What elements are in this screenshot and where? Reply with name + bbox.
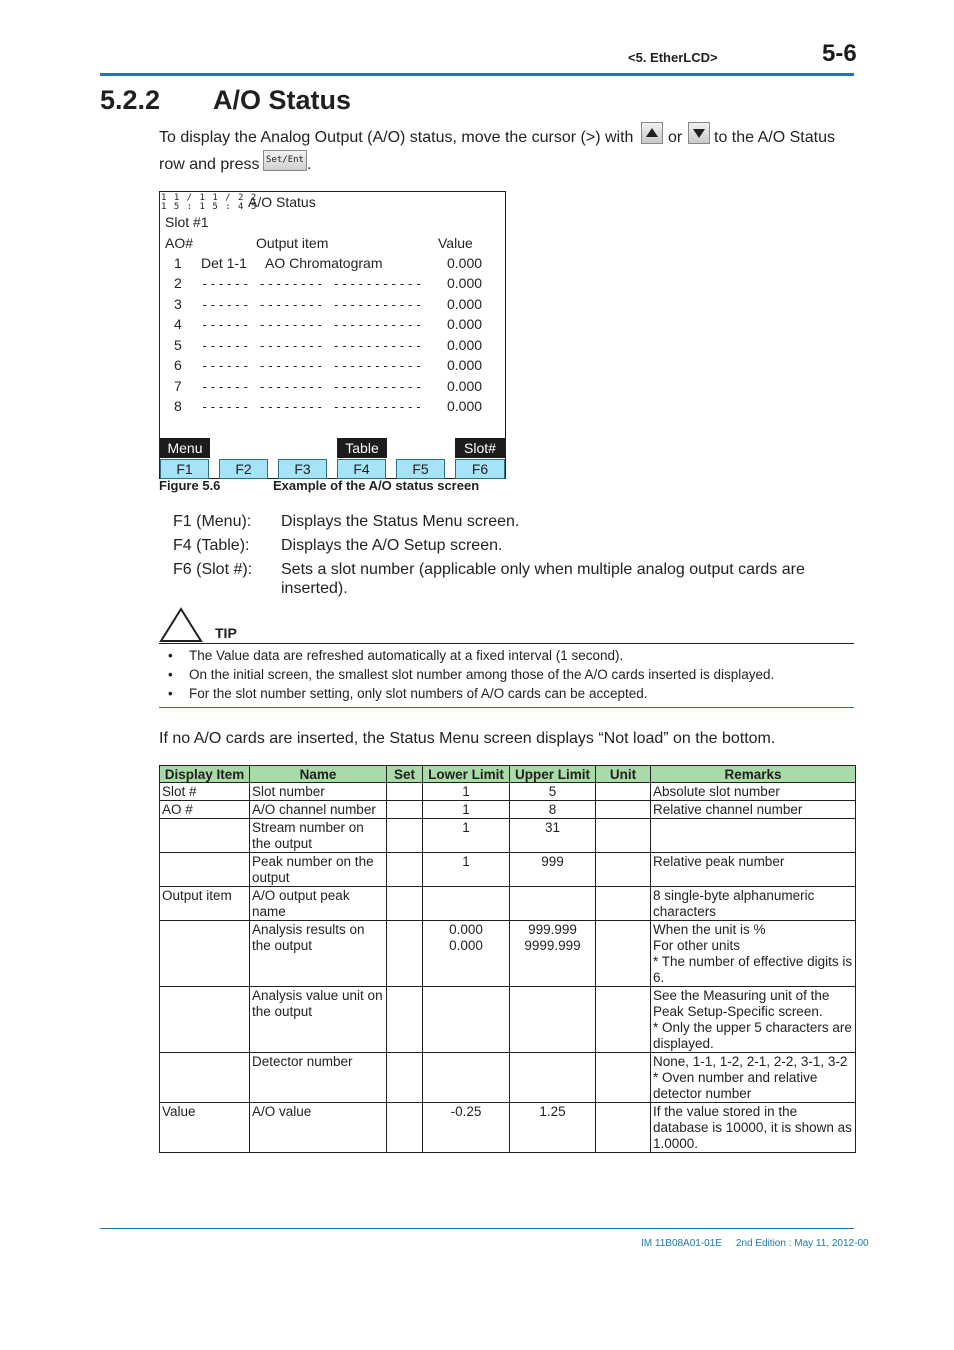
intro-or: or <box>668 129 683 146</box>
screen-row-value: 0.000 <box>447 316 483 332</box>
screen-row-value: 0.000 <box>447 337 483 353</box>
fkey-desc-key: F1 (Menu): <box>173 513 252 530</box>
table-cell <box>387 1103 423 1153</box>
screen-row-no: 1 <box>174 255 182 271</box>
footer-doc-number <box>641 1238 869 1249</box>
table-cell <box>651 819 856 853</box>
tip-bottom-rule <box>159 707 854 708</box>
figure-caption: Example of the A/O status screen <box>273 478 480 493</box>
table-cell: -0.25 <box>423 1103 510 1153</box>
table-cell: Relative channel number <box>651 801 856 819</box>
table-cell: 999 <box>510 853 596 887</box>
table-cell <box>596 853 651 887</box>
tip-top-rule <box>159 643 854 644</box>
screen-row-no: 6 <box>174 357 182 373</box>
table-cell: Stream number on the output <box>250 819 387 853</box>
table-row <box>160 887 856 921</box>
table-cell: 8 <box>510 801 596 819</box>
screen-row-value: 0.000 <box>447 398 483 414</box>
page-number: 5-6 <box>822 40 857 67</box>
lcd-screen <box>159 191 506 479</box>
fkey-desc-text: Displays the Status Menu screen. <box>281 513 520 530</box>
table-cell: Slot number <box>250 783 387 801</box>
table-cell: Value <box>160 1103 250 1153</box>
table-cell <box>160 921 250 987</box>
intro-line-1b: to the A/O Status <box>714 129 835 146</box>
fkey-f5[interactable]: F5 <box>396 459 445 479</box>
table-cell: 1 <box>423 819 510 853</box>
screen-row-value: 0.000 <box>447 275 483 291</box>
screen-time: 1 5 : 1 5 : 4 5 <box>161 202 258 212</box>
table-cell: None, 1-1, 1-2, 2-1, 2-2, 3-1, 3-2 * Oven number and relative detector number <box>651 1053 856 1103</box>
tip-item-text: The Value data are refreshed automatically at a fixed interval (1 second). <box>189 648 624 663</box>
table-cell: Detector number <box>250 1053 387 1103</box>
body-paragraph: If no A/O cards are inserted, the Status Menu screen displays “Not load” on the bottom. <box>159 730 776 747</box>
table-row <box>160 987 856 1053</box>
figure-number: Figure 5.6 <box>159 478 221 493</box>
screen-title: A/O Status <box>248 194 316 210</box>
screen-row-no: 8 <box>174 398 182 414</box>
table-cell <box>596 987 651 1053</box>
fkey-f6[interactable]: F6 <box>455 459 505 479</box>
footer-rule <box>100 1228 854 1229</box>
table-cell: A/O value <box>250 1103 387 1153</box>
table-header-row <box>160 766 856 783</box>
table-cell: 1 <box>423 783 510 801</box>
table-cell <box>596 783 651 801</box>
fkey-desc-key: F4 (Table): <box>173 537 250 554</box>
table-cell: See the Measuring unit of the Peak Setup-Specific screen. * Only the upper 5 characters are displayed. <box>651 987 856 1053</box>
table-cell: 8 single-byte alphanumeric characters <box>651 887 856 921</box>
section-title: A/O Status <box>213 85 352 115</box>
table-cell <box>423 1053 510 1103</box>
table-row <box>160 1053 856 1103</box>
table-cell <box>387 921 423 987</box>
table-row <box>160 1103 856 1153</box>
table-cell: 999.999 9999.999 <box>510 921 596 987</box>
table-cell <box>596 1053 651 1103</box>
table-cell <box>387 783 423 801</box>
screen-row-dashes: ------ -------- ----------- <box>201 380 424 394</box>
table-row <box>160 853 856 887</box>
table-cell: 1 <box>423 801 510 819</box>
chapter-label: <5. EtherLCD> <box>628 50 718 65</box>
edition: 2nd Edition : May 11, 2012-00 <box>735 1238 869 1249</box>
softkey-menu[interactable]: Menu <box>160 438 210 458</box>
screen-row-value: 0.000 <box>447 255 483 271</box>
table-cell <box>596 921 651 987</box>
screen-row-no: 2 <box>174 275 182 291</box>
table-cell <box>160 853 250 887</box>
screen-row-dashes: ------ -------- ----------- <box>201 400 424 414</box>
table-cell: 1.25 <box>510 1103 596 1153</box>
table-cell: 5 <box>510 783 596 801</box>
header-upper-limit: Upper Limit <box>510 766 596 783</box>
table-cell: Analysis value unit on the output <box>250 987 387 1053</box>
tip-item: • The Value data are refreshed automatically at a fixed interval (1 second). <box>168 648 624 663</box>
tip-item-text: On the initial screen, the smallest slot number among those of the A/O cards inserted is displayed. <box>189 667 775 682</box>
fkey-f1[interactable]: F1 <box>160 459 209 479</box>
tip-label: TIP <box>215 625 237 641</box>
fkey-f4[interactable]: F4 <box>337 459 386 479</box>
table-cell: 1 <box>423 853 510 887</box>
table-cell: If the value stored in the database is 10000, it is shown as 1.0000. <box>651 1103 856 1153</box>
screen-date: 1 1 / 1 1 / 2 2 <box>161 193 258 203</box>
fkey-desc-text-cont: inserted). <box>281 580 348 597</box>
table-cell <box>387 1053 423 1103</box>
table-row <box>160 783 856 801</box>
fkey-f3[interactable]: F3 <box>278 459 327 479</box>
table-row <box>160 819 856 853</box>
softkey-slot[interactable]: Slot# <box>455 438 505 458</box>
col-header-ao: AO# <box>165 235 194 251</box>
screen-row-value: 0.000 <box>447 378 483 394</box>
softkey-table[interactable]: Table <box>337 438 387 458</box>
intro-period: . <box>307 156 312 173</box>
table-cell <box>596 1103 651 1153</box>
table-cell: Peak number on the output <box>250 853 387 887</box>
fkey-desc-text: Sets a slot number (applicable only when multiple analog output cards are <box>281 561 805 578</box>
screen-row-dashes: ------ -------- ----------- <box>201 298 424 312</box>
intro-line-1a: To display the Analog Output (A/O) status, move the cursor (>) with <box>159 129 634 146</box>
down-arrow-key-icon <box>688 122 710 144</box>
header-rule <box>100 73 854 76</box>
fkey-desc-text: Displays the A/O Setup screen. <box>281 537 503 554</box>
fkey-f2[interactable]: F2 <box>219 459 268 479</box>
table-cell: Relative peak number <box>651 853 856 887</box>
header-unit: Unit <box>596 766 651 783</box>
table-cell: 31 <box>510 819 596 853</box>
table-cell: 0.000 0.000 <box>423 921 510 987</box>
tip-item: • On the initial screen, the smallest slot number among those of the A/O cards inserted is displayed. <box>168 667 775 682</box>
screen-row-dashes: ------ -------- ----------- <box>201 339 424 353</box>
table-cell <box>510 887 596 921</box>
table-cell <box>387 819 423 853</box>
section-number: 5.2.2 <box>100 85 161 115</box>
doc-number: IM 11B08A01-01E <box>641 1238 722 1249</box>
table-cell: Analysis results on the output <box>250 921 387 987</box>
screen-row-no: 4 <box>174 316 182 332</box>
table-cell <box>387 801 423 819</box>
header-name: Name <box>250 766 387 783</box>
screen-row-no: 3 <box>174 296 182 312</box>
tip-item-text: For the slot number setting, only slot numbers of A/O cards can be accepted. <box>189 686 648 701</box>
screen-row-value: 0.000 <box>447 357 483 373</box>
screen-row-det: Det 1-1 <box>201 255 247 271</box>
table-cell <box>596 819 651 853</box>
tip-item: • For the slot number setting, only slot numbers of A/O cards can be accepted. <box>168 686 648 701</box>
screen-slot: Slot #1 <box>165 214 209 230</box>
table-cell <box>423 887 510 921</box>
screen-row-dashes: ------ -------- ----------- <box>201 277 424 291</box>
table-cell <box>510 987 596 1053</box>
table-cell: Slot # <box>160 783 250 801</box>
table-cell: A/O output peak name <box>250 887 387 921</box>
header-lower-limit: Lower Limit <box>423 766 510 783</box>
table-cell <box>423 987 510 1053</box>
table-cell <box>596 801 651 819</box>
screen-row-dashes: ------ -------- ----------- <box>201 318 424 332</box>
header-remarks: Remarks <box>651 766 856 783</box>
table-cell: A/O channel number <box>250 801 387 819</box>
fkey-desc-key: F6 (Slot #): <box>173 561 253 578</box>
table-cell <box>596 887 651 921</box>
table-row <box>160 921 856 987</box>
table-cell <box>387 853 423 887</box>
table-cell: Absolute slot number <box>651 783 856 801</box>
table-row <box>160 801 856 819</box>
col-header-output: Output item <box>256 235 329 251</box>
table-cell <box>160 1053 250 1103</box>
warning-triangle-icon <box>159 607 203 648</box>
table-cell <box>387 887 423 921</box>
table-cell <box>160 819 250 853</box>
screen-row-no: 7 <box>174 378 182 394</box>
intro-line-2: row and press <box>159 156 260 173</box>
table-cell <box>160 987 250 1053</box>
screen-row-dashes: ------ -------- ----------- <box>201 359 424 373</box>
table-cell: Output item <box>160 887 250 921</box>
screen-row-item: AO Chromatogram <box>265 255 383 271</box>
set-ent-key-icon: Set/Ent <box>263 150 307 171</box>
table-cell: AO # <box>160 801 250 819</box>
screen-row-value: 0.000 <box>447 296 483 312</box>
table-cell <box>387 987 423 1053</box>
up-arrow-key-icon <box>641 122 663 144</box>
header-display-item: Display Item <box>160 766 250 783</box>
parameter-table <box>159 765 856 1153</box>
screen-row-no: 5 <box>174 337 182 353</box>
col-header-value: Value <box>438 235 473 251</box>
table-cell: When the unit is % For other units * The number of effective digits is 6. <box>651 921 856 987</box>
table-cell <box>510 1053 596 1103</box>
header-set: Set <box>387 766 423 783</box>
